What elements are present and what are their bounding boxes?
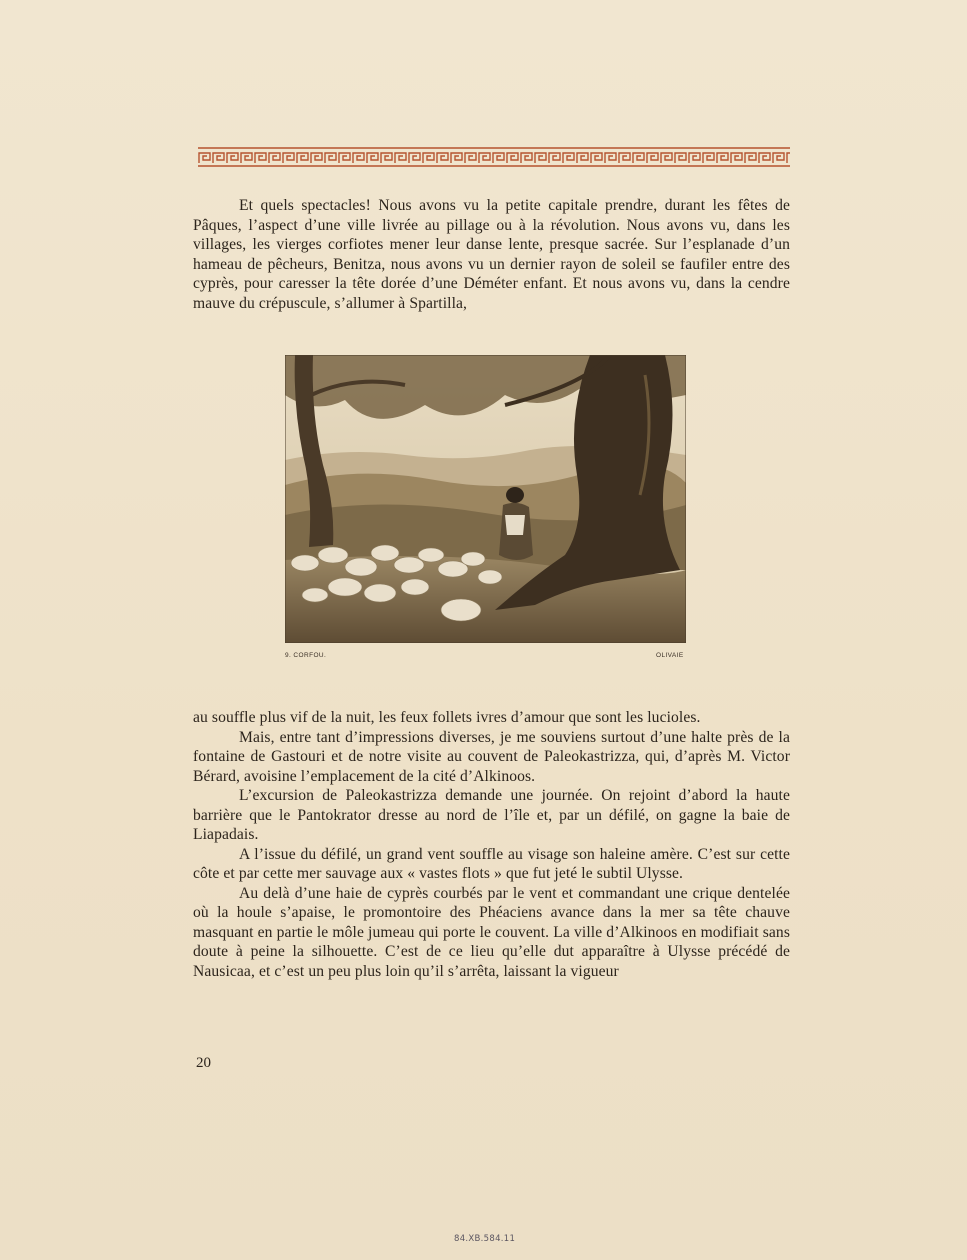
paragraph: au souffle plus vif de la nuit, les feux follets ivres d’amour que sont les lucioles. [193, 709, 701, 726]
olive-grove-photograph [285, 355, 686, 643]
plate-caption-title: OLIVAIE [656, 652, 684, 659]
top-text-block [193, 196, 790, 313]
paragraph: L’excursion de Paleokastrizza demande une journée. On rejoint d’abord la haute barrière que le Pantokrator dresse au nord de l’île et, par un défilé, on gagne la baie de Liapadais. [193, 787, 790, 843]
photo-plate-olive-grove [285, 355, 686, 643]
plate-caption-number: 9. CORFOU. [285, 652, 327, 659]
paragraph: Au delà d’une haie de cyprès courbés par le vent et commandant une crique dentelée où la houle s’apaise, le promontoire des Phéaciens avance dans la mer sa tête chauve masquant en partie le môle jumeau qui porte le couvent. La ville d’Alkinoos en modifiait sans doute à peine la silhouette. C’est de ce lieu qu’elle dut apparaître à Ulysse précédé de Nausicaa, et c’est un peu plus loin qu’il s’arrêta, laissant la vigueur [193, 884, 790, 980]
greek-key-ornament [198, 146, 790, 168]
paragraph: Et quels spectacles! Nous avons vu la petite capitale prendre, durant les fêtes de Pâques, l’aspect d’une ville livrée au pillage ou à la révolution. Nous avons vu, dans les villages, les vierges corfiotes mener leur danse lente, presque sacrée. Sur l’esplanade d’un hameau de pêcheurs, Benitza, nous avons vu un dernier rayon de soleil se faufiler entre des cyprès, pour caresser la tête dorée d’une Déméter enfant. Et nous avons vu, dans la cendre mauve du crépuscule, s’allumer à Spartilla, [193, 197, 790, 312]
bottom-text-block [193, 708, 790, 981]
paragraph: Mais, entre tant d’impressions diverses, je me souviens surtout d’une halte près de la fontaine de Gastouri et de notre visite au couvent de Paleokastrizza, qui, d’après M. Victor Bérard, avoisine l’emplacement de la cité d’Alkinoos. [193, 728, 790, 785]
page-number: 20 [196, 1055, 211, 1071]
paragraph: A l’issue du défilé, un grand vent souffle au visage son haleine amère. C’est sur cette côte et par cette mer sauvage aux « vastes flots » que fut jeté le subtil Ulysse. [193, 845, 790, 882]
accession-stamp: 84.XB.584.11 [454, 1234, 516, 1244]
